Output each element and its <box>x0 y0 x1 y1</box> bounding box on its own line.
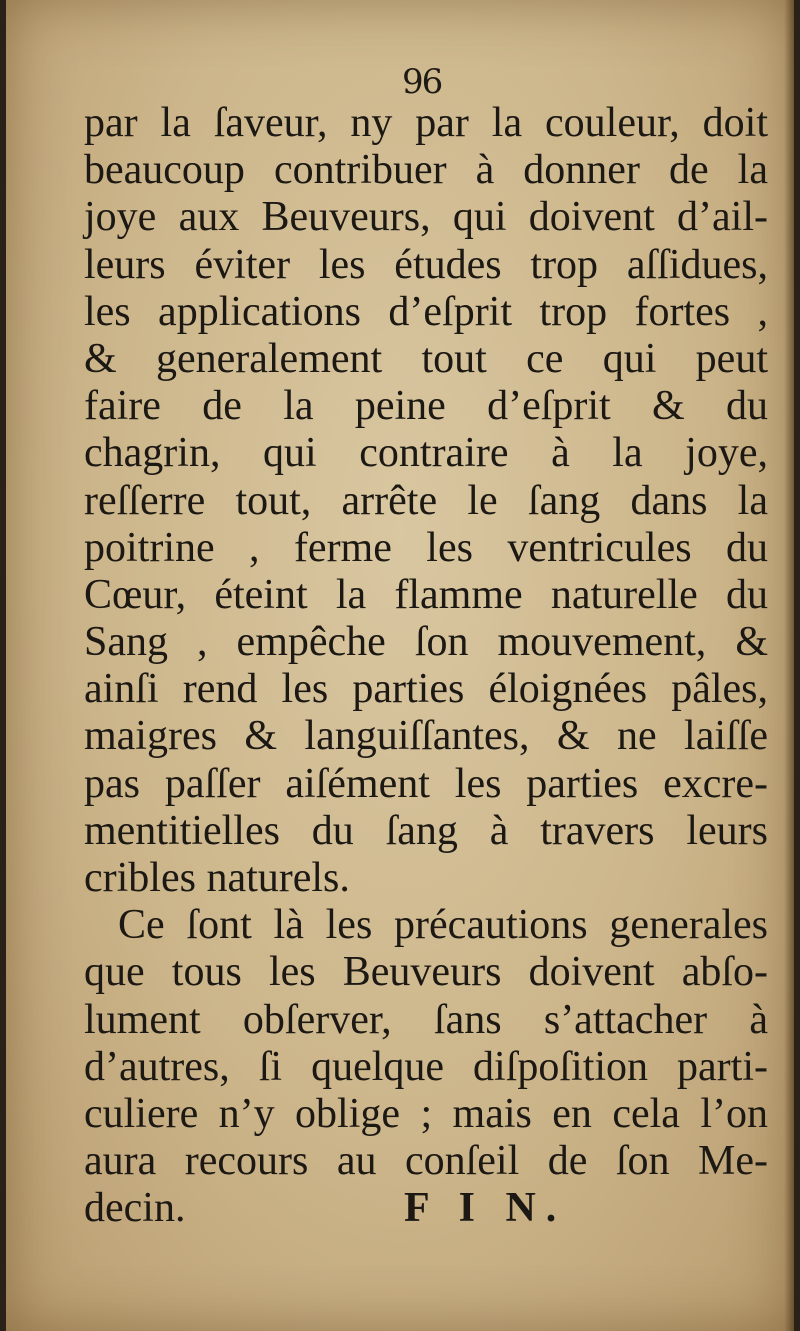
text-line: aura recours au conſeil de ſon Me- <box>84 1138 768 1185</box>
text-line: maigres & languiſſantes, & ne laiſſe <box>84 713 768 760</box>
text-line: & generalement tout ce qui peut <box>84 335 768 382</box>
text-line: Cœur, éteint la flamme naturelle du <box>84 571 768 618</box>
body-text <box>84 100 768 1233</box>
book-page <box>6 0 794 1331</box>
text-line: reſſerre tout, arrête le ſang dans la <box>84 477 768 524</box>
text-line: pas paſſer aiſément les parties excre- <box>84 760 768 807</box>
text-line: leurs éviter les études trop aſſidues, <box>84 241 768 288</box>
final-line <box>84 1185 768 1232</box>
text-line: les applications d’eſprit trop fortes , <box>84 288 768 335</box>
end-mark: F I N. <box>404 1185 567 1232</box>
text-line: d’autres, ſi quelque diſpoſition parti- <box>84 1043 768 1090</box>
text-line: cribles naturels. <box>84 855 350 901</box>
text-line: par la ſaveur, ny par la couleur, doit <box>84 100 768 146</box>
final-word: decin. <box>84 1185 186 1232</box>
text-line: joye aux Beuveurs, qui doivent d’ail- <box>84 194 768 241</box>
text-line: faire de la peine d’eſprit & du <box>84 383 768 430</box>
text-line: culiere n’y oblige ; mais en cela l’on <box>84 1090 768 1137</box>
text-line: mentitielles du ſang à travers leurs <box>84 807 768 854</box>
text-line: lument obſerver, ſans s’attacher à <box>84 996 768 1043</box>
page-edge-shadow <box>784 0 794 1331</box>
text-line: Sang , empêche ſon mouvement, & <box>84 619 768 666</box>
text-line: chagrin, qui contraire à la joye, <box>84 430 768 477</box>
text-line: Ce ſont là les précautions generales <box>118 902 768 949</box>
text-line: poitrine , ferme les ventricules du <box>84 524 768 571</box>
text-line: que tous les Beuveurs doivent abſo- <box>84 949 768 996</box>
page-number: 96 <box>402 62 442 102</box>
text-line: ainſi rend les parties éloignées pâles, <box>84 666 768 713</box>
text-line: beaucoup contribuer à donner de la <box>84 147 768 194</box>
